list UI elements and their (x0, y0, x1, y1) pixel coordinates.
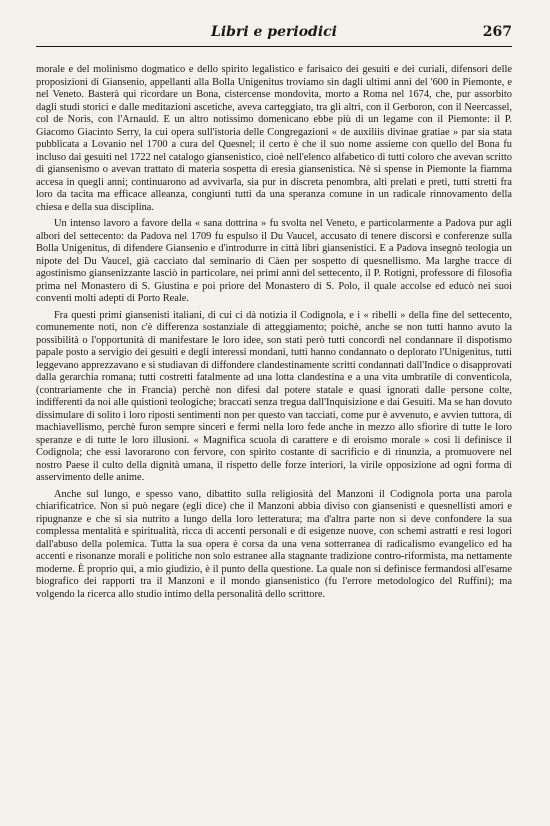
paragraph: Fra questi primi giansenisti italiani, di cui ci dà notizia il Codignola, e i « ribelli » della fine del settecento, comunemente noti, non c'è differenza sostanziale di atteggiamento; poichè, anche se non tutti hanno avuto la possibilità o l'opportunità di manifestare le loro idee, son stati però tutti concordi nel condannare il dispotismo papale posto a servigio dei gesuiti e degli interessi mondani, tutti hanno condannato o deplorato l'Unigenitus, tutti leggevano apprezzavano e si studiavan di diffondere clandestinamente scritti condannati dall'Indice o disapprovati dalla gerarchia romana; tutti costretti fatalmente ad una lotta clandestina e a una vita umbratile di conventicola, (contrariamente che in Francia) perchè non difesi dal potere statale e quasi ignorati dalle persone colte, indifferenti da noi alle quistioni teologiche; braccati senza tregua dall'Inquisizione e dai Gesuiti. Ma se han dovuto dissimulare di solito i loro riposti sentimenti non per questo van tacciati, come pur è avvenuto, e avvien tuttora, di machiavellismo, perchè furon sempre sinceri e fermi nella loro fede anche in mezzo allo sfiorire di tutte le loro speranze e di tutte le loro illusioni. « Magnifica scuola di carattere e di eroismo morale » così li definisce il Codignola; che essi lavorarono con fervore, con spirito costante di sacrificio e di rinunzia, a promuovere nel nostro Paese il culto della dignità umana, il rispetto delle forze interiori, la virile opposizione ad ogni forma di asservimento delle anime. (36, 309, 512, 483)
paragraph: Anche sul lungo, e spesso vano, dibattito sulla religiosità del Manzoni il Codignola porta una parola chiarificatrice. Non si può negare (egli dice) che il Manzoni abbia diviso con giansenisti e quesnellisti amori e ripugnanze e che si sia nutrito a lungo della loro letteratura; ma d'altra parte non si deve confondere la sua complessa mentalità e spiritualità, ricca di accenti personali e di esigenze nuove, con schemi astratti e resi logori dall'abuso della polemica. Tutta la sua opera è corsa da una vena sotterranea di radicalismo evangelico ed ha accenti e risonanze morali e politiche non solo estranee alla stagnante tradizione contro-riformista, ma nettamente moderne. È proprio qui, a mio giudizio, è il punto della questione. La quale non si definisce fermandosi all'esame biografico dei rapporti tra il Manzoni e il mondo giansenistico (fu l'errore metodologico del Ruffini); ma volgendo la ricerca allo studio intimo della personalità dello scrittore. (36, 488, 512, 600)
paragraph: morale e del molinismo dogmatico e dello spirito legalistico e farisaico dei gesuiti e dei curiali, difensori delle proposizioni di Giansenio, appellanti alla Bolla Unigenitus troviamo sin dagli ultimi anni del '600 in Piemonte, e nel Veneto. Basterà qui ricordare un Bona, cistercense mondovita, morto a Roma nel 1674, che, pur assorbito dagli studi storici e dalle meditazioni ascetiche, aveva carteggiato, tra gli altri, con il Gerboron, con il Neercassel, col de Noris, con l'Arnauld. E un altro notissimo domenicano ebbe più di un legame con il Piemonte: il P. Giacomo Giacinto Serry, la cui opera sull'istoria delle Congregazioni « de auxiliis divinae gratiae » par sia stata pubblicata a Lovanio nel 1700 a cura del Quesnel; il certo è che il suo nome assieme con quello del Bona fu incluso dai gesuiti nel 1722 nel catalogo giansenistico, cioè nell'elenco alfabetico di tutti coloro che avevan scritto di giansenismo o avevan trattato di materia sospetta di eresia giansenistica. Nè si spense in Piemonte la fiamma accesa in quegli anni; continuarono ad avvivarla, sia pur in discreta penombra, alti prelati e preti, tutti stretti fra loro da tacita ma efficace alleanza, congiunti tutti da una speranza comune in un radicale rinnovamento della chiesa e della sua disciplina. (36, 64, 512, 213)
body-text (36, 64, 512, 601)
running-header (36, 24, 512, 47)
page-number: 267 (482, 24, 512, 40)
paragraph: Un intenso lavoro a favore della « sana dottrina » fu svolta nel Veneto, e particolarmente a Padova pur agli albori del settecento: da Padova nel 1709 fu espulso il Du Vaucel, accusato di tenere discorsi e conferenze sulla Bolla Unigenitus, di difendere Giansenio e d'introdurre in città libri giansenistici. E a Padova insegnò teologia un nipote del Du Vaucel, già cacciato dal seminario di Càen per sospetto di quesnellismo. Ma larghe tracce di agostinismo giansenizzante lasciò in particolare, nei primi anni del settecento, il P. Rotigni, professore di filosofia prima nel Monastero di S. Giustina e poi priore del Monastero di S. Polo, il quale accolse ed educò nei suoi conventi molti adepti di Porto Reale. (36, 218, 512, 304)
running-title: Libri e periodici (211, 24, 337, 40)
